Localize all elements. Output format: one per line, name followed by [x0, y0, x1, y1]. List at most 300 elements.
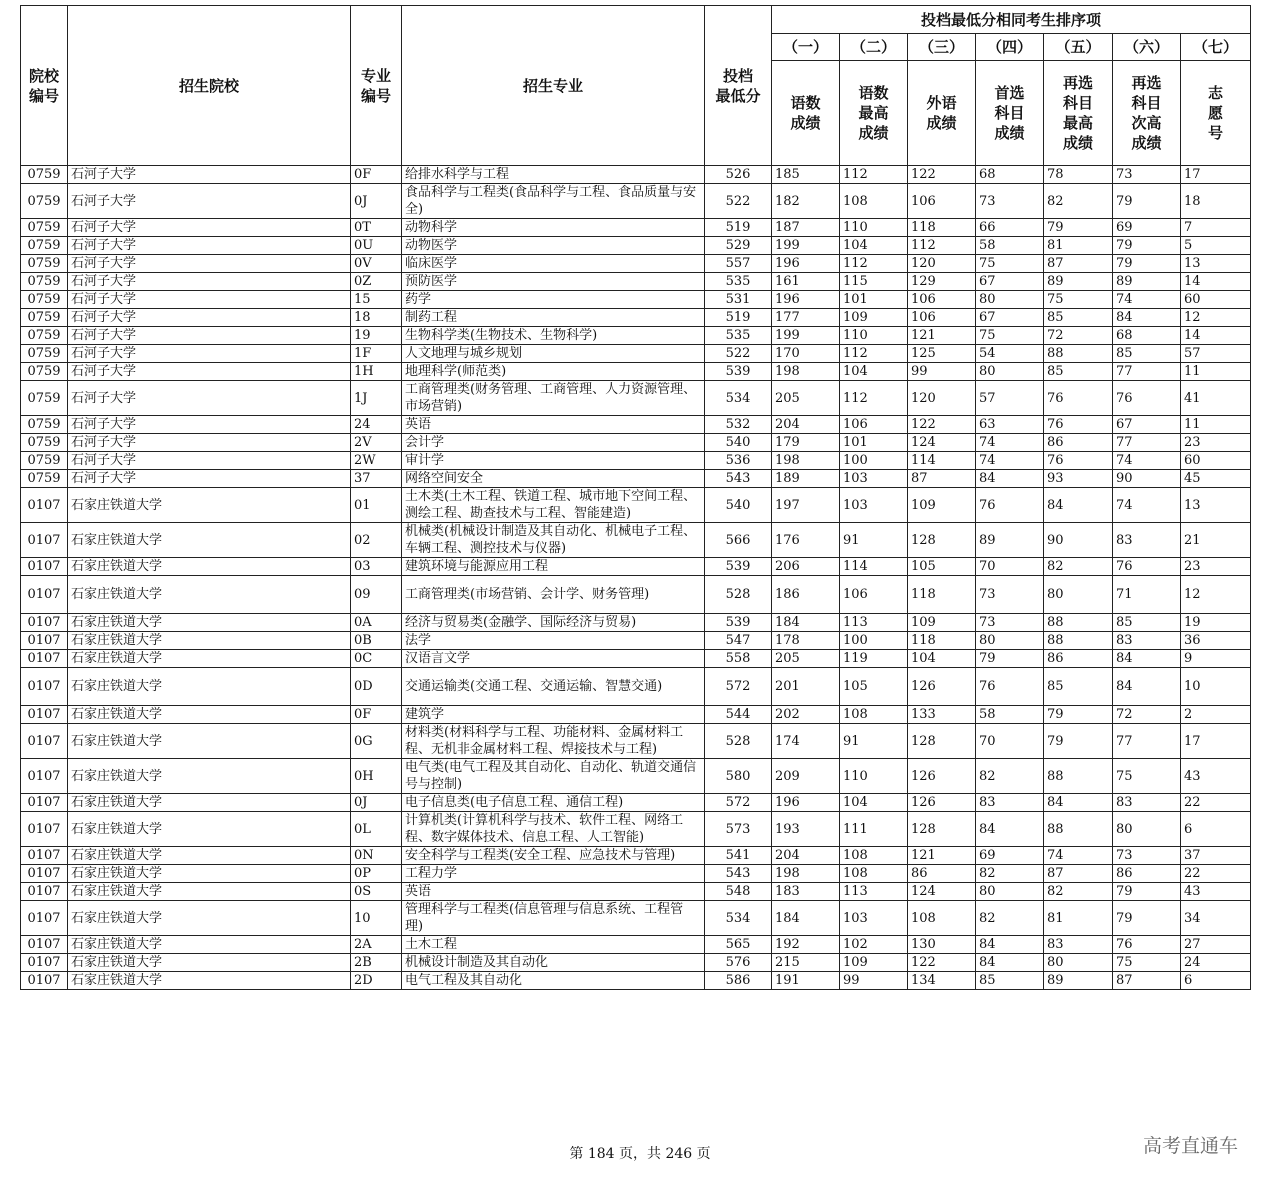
cell-elective-second: 74: [1113, 488, 1181, 523]
cell-major-name: 英语: [402, 416, 705, 434]
cell-major-code: 10: [351, 901, 402, 936]
cell-preference-no: 24: [1181, 954, 1251, 972]
cell-min-score: 534: [705, 901, 772, 936]
cell-major-name: 给排水科学与工程: [402, 166, 705, 184]
cell-first-subject: 89: [976, 523, 1044, 558]
cell-school-code: 0107: [21, 901, 68, 936]
cell-elective-max: 82: [1044, 883, 1113, 901]
cell-first-subject: 69: [976, 847, 1044, 865]
table-row: [21, 237, 1251, 255]
cell-preference-no: 14: [1181, 327, 1251, 345]
cell-chinese-math-max: 111: [840, 812, 908, 847]
cell-major-name: 人文地理与城乡规划: [402, 345, 705, 363]
cell-school-name: 石家庄铁道大学: [68, 576, 351, 614]
cell-school-code: 0759: [21, 184, 68, 219]
cell-elective-second: 79: [1113, 237, 1181, 255]
cell-chinese-math: 205: [772, 650, 840, 668]
cell-chinese-math-max: 112: [840, 166, 908, 184]
cell-elective-max: 86: [1044, 650, 1113, 668]
cell-major-name: 审计学: [402, 452, 705, 470]
cell-first-subject: 75: [976, 255, 1044, 273]
cell-school-name: 石河子大学: [68, 291, 351, 309]
cell-major-name: 经济与贸易类(金融学、国际经济与贸易): [402, 614, 705, 632]
cell-min-score: 528: [705, 576, 772, 614]
cell-school-code: 0107: [21, 972, 68, 990]
cell-elective-second: 79: [1113, 883, 1181, 901]
cell-preference-no: 17: [1181, 724, 1251, 759]
cell-preference-no: 2: [1181, 706, 1251, 724]
cell-chinese-math: 215: [772, 954, 840, 972]
cell-min-score: 565: [705, 936, 772, 954]
cell-min-score: 540: [705, 488, 772, 523]
table-row: [21, 954, 1251, 972]
cell-min-score: 558: [705, 650, 772, 668]
cell-foreign-language: 118: [908, 576, 976, 614]
cell-major-name: 食品科学与工程类(食品科学与工程、食品质量与安全): [402, 184, 705, 219]
cell-chinese-math-max: 103: [840, 901, 908, 936]
table-row: [21, 291, 1251, 309]
cell-school-code: 0107: [21, 668, 68, 706]
cell-school-code: 0107: [21, 936, 68, 954]
cell-chinese-math: 191: [772, 972, 840, 990]
cell-elective-second: 79: [1113, 184, 1181, 219]
cell-foreign-language: 126: [908, 668, 976, 706]
cell-major-code: 0D: [351, 668, 402, 706]
cell-min-score: 531: [705, 291, 772, 309]
cell-min-score: 539: [705, 363, 772, 381]
cell-major-code: 19: [351, 327, 402, 345]
cell-major-name: 动物科学: [402, 219, 705, 237]
cell-major-code: 24: [351, 416, 402, 434]
cell-major-code: 02: [351, 523, 402, 558]
cell-chinese-math-max: 106: [840, 576, 908, 614]
cell-major-code: 0Z: [351, 273, 402, 291]
cell-major-name: 会计学: [402, 434, 705, 452]
cell-chinese-math: 196: [772, 255, 840, 273]
cell-school-name: 石家庄铁道大学: [68, 954, 351, 972]
table-row: [21, 381, 1251, 416]
cell-school-code: 0759: [21, 434, 68, 452]
admission-score-table: [20, 5, 1251, 990]
cell-chinese-math: 192: [772, 936, 840, 954]
cell-school-name: 石家庄铁道大学: [68, 706, 351, 724]
cell-foreign-language: 128: [908, 812, 976, 847]
cell-major-name: 电气工程及其自动化: [402, 972, 705, 990]
cell-school-name: 石家庄铁道大学: [68, 901, 351, 936]
cell-min-score: 541: [705, 847, 772, 865]
page-footer: 第 184 页，共 246 页: [569, 1146, 711, 1162]
table-row: [21, 523, 1251, 558]
cell-foreign-language: 108: [908, 901, 976, 936]
cell-preference-no: 60: [1181, 291, 1251, 309]
cell-foreign-language: 114: [908, 452, 976, 470]
cell-first-subject: 79: [976, 650, 1044, 668]
table-row: [21, 847, 1251, 865]
header-item-elective-second: 再选 科目 次高 成绩: [1113, 61, 1181, 166]
cell-min-score: 535: [705, 327, 772, 345]
cell-chinese-math-max: 100: [840, 452, 908, 470]
cell-major-code: 2V: [351, 434, 402, 452]
cell-school-code: 0107: [21, 812, 68, 847]
cell-elective-max: 88: [1044, 345, 1113, 363]
cell-chinese-math: 198: [772, 452, 840, 470]
cell-min-score: 557: [705, 255, 772, 273]
header-min-score: 投档 最低分: [705, 6, 772, 166]
cell-min-score: 548: [705, 883, 772, 901]
watermark: 高考直通车: [1143, 1135, 1239, 1157]
cell-first-subject: 84: [976, 936, 1044, 954]
cell-major-code: 09: [351, 576, 402, 614]
cell-chinese-math-max: 100: [840, 632, 908, 650]
cell-major-code: 0U: [351, 237, 402, 255]
cell-elective-max: 81: [1044, 237, 1113, 255]
cell-first-subject: 82: [976, 901, 1044, 936]
cell-chinese-math-max: 113: [840, 614, 908, 632]
cell-chinese-math-max: 113: [840, 883, 908, 901]
cell-major-code: 0J: [351, 794, 402, 812]
cell-first-subject: 68: [976, 166, 1044, 184]
cell-first-subject: 70: [976, 724, 1044, 759]
header-tie-group: 投档最低分相同考生排序项: [772, 6, 1251, 34]
cell-school-name: 石河子大学: [68, 470, 351, 488]
cell-school-name: 石河子大学: [68, 452, 351, 470]
cell-first-subject: 58: [976, 706, 1044, 724]
cell-elective-second: 89: [1113, 273, 1181, 291]
cell-first-subject: 57: [976, 381, 1044, 416]
cell-min-score: 540: [705, 434, 772, 452]
cell-major-name: 电子信息类(电子信息工程、通信工程): [402, 794, 705, 812]
cell-min-score: 532: [705, 416, 772, 434]
cell-school-code: 0759: [21, 416, 68, 434]
cell-elective-second: 90: [1113, 470, 1181, 488]
cell-chinese-math-max: 114: [840, 558, 908, 576]
cell-preference-no: 12: [1181, 309, 1251, 327]
cell-school-name: 石河子大学: [68, 381, 351, 416]
cell-chinese-math: 174: [772, 724, 840, 759]
cell-school-name: 石家庄铁道大学: [68, 936, 351, 954]
cell-school-name: 石河子大学: [68, 345, 351, 363]
cell-school-code: 0107: [21, 759, 68, 794]
cell-preference-no: 13: [1181, 488, 1251, 523]
cell-school-code: 0759: [21, 166, 68, 184]
cell-preference-no: 36: [1181, 632, 1251, 650]
cell-school-name: 石家庄铁道大学: [68, 632, 351, 650]
cell-chinese-math-max: 104: [840, 794, 908, 812]
cell-school-name: 石家庄铁道大学: [68, 972, 351, 990]
table-header: [21, 6, 1251, 166]
cell-major-code: 0C: [351, 650, 402, 668]
cell-chinese-math: 197: [772, 488, 840, 523]
cell-major-code: 0G: [351, 724, 402, 759]
cell-elective-max: 87: [1044, 865, 1113, 883]
cell-elective-second: 71: [1113, 576, 1181, 614]
cell-major-code: 2W: [351, 452, 402, 470]
cell-school-code: 0107: [21, 954, 68, 972]
cell-elective-second: 84: [1113, 650, 1181, 668]
cell-first-subject: 80: [976, 632, 1044, 650]
cell-chinese-math-max: 102: [840, 936, 908, 954]
cell-major-name: 制药工程: [402, 309, 705, 327]
cell-major-name: 计算机类(计算机科学与技术、软件工程、网络工程、数字媒体技术、信息工程、人工智能): [402, 812, 705, 847]
cell-school-name: 石家庄铁道大学: [68, 865, 351, 883]
cell-school-code: 0107: [21, 488, 68, 523]
cell-elective-second: 84: [1113, 668, 1181, 706]
cell-elective-max: 87: [1044, 255, 1113, 273]
cell-major-code: 0V: [351, 255, 402, 273]
cell-major-name: 生物科学类(生物技术、生物科学): [402, 327, 705, 345]
cell-elective-max: 85: [1044, 363, 1113, 381]
cell-major-code: 0A: [351, 614, 402, 632]
cell-elective-max: 79: [1044, 706, 1113, 724]
cell-school-code: 0759: [21, 470, 68, 488]
table-row: [21, 488, 1251, 523]
cell-major-code: 0T: [351, 219, 402, 237]
cell-major-code: 01: [351, 488, 402, 523]
cell-elective-max: 85: [1044, 668, 1113, 706]
cell-chinese-math-max: 106: [840, 416, 908, 434]
cell-foreign-language: 124: [908, 883, 976, 901]
cell-chinese-math-max: 104: [840, 237, 908, 255]
cell-school-code: 0759: [21, 291, 68, 309]
cell-school-code: 0107: [21, 794, 68, 812]
cell-elective-max: 84: [1044, 488, 1113, 523]
cell-min-score: 586: [705, 972, 772, 990]
cell-chinese-math-max: 103: [840, 488, 908, 523]
table-row: [21, 794, 1251, 812]
cell-foreign-language: 105: [908, 558, 976, 576]
cell-elective-max: 89: [1044, 273, 1113, 291]
cell-first-subject: 73: [976, 614, 1044, 632]
cell-elective-second: 84: [1113, 309, 1181, 327]
cell-first-subject: 82: [976, 865, 1044, 883]
cell-chinese-math: 205: [772, 381, 840, 416]
cell-school-code: 0107: [21, 865, 68, 883]
cell-first-subject: 73: [976, 184, 1044, 219]
cell-elective-max: 74: [1044, 847, 1113, 865]
cell-school-code: 0759: [21, 237, 68, 255]
cell-foreign-language: 120: [908, 381, 976, 416]
header-seq-1: （一）: [772, 34, 840, 61]
cell-min-score: 539: [705, 614, 772, 632]
cell-major-name: 安全科学与工程类(安全工程、应急技术与管理): [402, 847, 705, 865]
cell-elective-second: 77: [1113, 724, 1181, 759]
cell-min-score: 566: [705, 523, 772, 558]
cell-foreign-language: 134: [908, 972, 976, 990]
cell-preference-no: 57: [1181, 345, 1251, 363]
cell-school-code: 0107: [21, 523, 68, 558]
cell-preference-no: 45: [1181, 470, 1251, 488]
cell-chinese-math: 209: [772, 759, 840, 794]
cell-elective-max: 88: [1044, 759, 1113, 794]
table-row: [21, 255, 1251, 273]
cell-min-score: 534: [705, 381, 772, 416]
cell-major-name: 土木类(土木工程、铁道工程、城市地下空间工程、测绘工程、勘查技术与工程、智能建造): [402, 488, 705, 523]
cell-school-name: 石河子大学: [68, 363, 351, 381]
cell-chinese-math: 187: [772, 219, 840, 237]
cell-major-code: 37: [351, 470, 402, 488]
cell-major-name: 预防医学: [402, 273, 705, 291]
cell-preference-no: 11: [1181, 416, 1251, 434]
cell-major-code: 0F: [351, 166, 402, 184]
header-school-name: 招生院校: [68, 6, 351, 166]
cell-school-name: 石家庄铁道大学: [68, 847, 351, 865]
cell-school-code: 0759: [21, 273, 68, 291]
cell-chinese-math: 185: [772, 166, 840, 184]
header-seq-4: （四）: [976, 34, 1044, 61]
header-seq-6: （六）: [1113, 34, 1181, 61]
cell-elective-second: 77: [1113, 363, 1181, 381]
cell-elective-second: 76: [1113, 936, 1181, 954]
cell-min-score: 528: [705, 724, 772, 759]
cell-first-subject: 80: [976, 291, 1044, 309]
table-row: [21, 972, 1251, 990]
cell-elective-second: 80: [1113, 812, 1181, 847]
cell-chinese-math: 178: [772, 632, 840, 650]
cell-min-score: 536: [705, 452, 772, 470]
cell-school-name: 石家庄铁道大学: [68, 724, 351, 759]
cell-chinese-math-max: 109: [840, 954, 908, 972]
table-row: [21, 759, 1251, 794]
cell-first-subject: 67: [976, 273, 1044, 291]
cell-chinese-math: 184: [772, 614, 840, 632]
cell-school-name: 石河子大学: [68, 416, 351, 434]
cell-preference-no: 21: [1181, 523, 1251, 558]
cell-major-code: 2A: [351, 936, 402, 954]
cell-elective-second: 83: [1113, 632, 1181, 650]
cell-min-score: 547: [705, 632, 772, 650]
cell-min-score: 576: [705, 954, 772, 972]
cell-major-name: 动物医学: [402, 237, 705, 255]
cell-elective-max: 90: [1044, 523, 1113, 558]
cell-first-subject: 75: [976, 327, 1044, 345]
cell-elective-max: 72: [1044, 327, 1113, 345]
cell-major-code: 2D: [351, 972, 402, 990]
cell-elective-second: 74: [1113, 291, 1181, 309]
cell-chinese-math-max: 91: [840, 523, 908, 558]
cell-chinese-math: 170: [772, 345, 840, 363]
table-row: [21, 936, 1251, 954]
cell-elective-max: 76: [1044, 416, 1113, 434]
cell-chinese-math-max: 112: [840, 381, 908, 416]
cell-school-name: 石河子大学: [68, 434, 351, 452]
cell-chinese-math: 177: [772, 309, 840, 327]
cell-elective-second: 74: [1113, 452, 1181, 470]
cell-major-code: 15: [351, 291, 402, 309]
cell-elective-second: 73: [1113, 847, 1181, 865]
cell-min-score: 543: [705, 865, 772, 883]
cell-elective-max: 84: [1044, 794, 1113, 812]
cell-foreign-language: 109: [908, 614, 976, 632]
table-row: [21, 452, 1251, 470]
cell-preference-no: 41: [1181, 381, 1251, 416]
cell-elective-max: 86: [1044, 434, 1113, 452]
header-seq-3: （三）: [908, 34, 976, 61]
table-row: [21, 470, 1251, 488]
cell-major-name: 工商管理类(市场营销、会计学、财务管理): [402, 576, 705, 614]
header-school-code: 院校 编号: [21, 6, 68, 166]
cell-elective-second: 68: [1113, 327, 1181, 345]
cell-school-name: 石河子大学: [68, 309, 351, 327]
cell-foreign-language: 122: [908, 416, 976, 434]
cell-school-code: 0759: [21, 345, 68, 363]
cell-foreign-language: 129: [908, 273, 976, 291]
cell-foreign-language: 120: [908, 255, 976, 273]
cell-first-subject: 66: [976, 219, 1044, 237]
cell-preference-no: 6: [1181, 812, 1251, 847]
cell-preference-no: 27: [1181, 936, 1251, 954]
cell-major-name: 材料类(材料科学与工程、功能材料、金属材料工程、无机非金属材料工程、焊接技术与工程): [402, 724, 705, 759]
cell-chinese-math-max: 119: [840, 650, 908, 668]
cell-school-name: 石河子大学: [68, 255, 351, 273]
cell-preference-no: 19: [1181, 614, 1251, 632]
cell-min-score: 544: [705, 706, 772, 724]
cell-major-name: 管理科学与工程类(信息管理与信息系统、工程管理): [402, 901, 705, 936]
cell-preference-no: 13: [1181, 255, 1251, 273]
cell-elective-second: 72: [1113, 706, 1181, 724]
cell-first-subject: 85: [976, 972, 1044, 990]
header-major-name: 招生专业: [402, 6, 705, 166]
cell-preference-no: 43: [1181, 883, 1251, 901]
cell-first-subject: 76: [976, 488, 1044, 523]
cell-school-code: 0107: [21, 847, 68, 865]
cell-foreign-language: 87: [908, 470, 976, 488]
cell-min-score: 573: [705, 812, 772, 847]
cell-school-code: 0107: [21, 724, 68, 759]
cell-elective-second: 75: [1113, 759, 1181, 794]
cell-min-score: 519: [705, 309, 772, 327]
cell-major-name: 药学: [402, 291, 705, 309]
cell-elective-max: 93: [1044, 470, 1113, 488]
cell-foreign-language: 126: [908, 759, 976, 794]
cell-chinese-math-max: 99: [840, 972, 908, 990]
cell-foreign-language: 118: [908, 219, 976, 237]
cell-chinese-math: 199: [772, 237, 840, 255]
table-body: [21, 166, 1251, 990]
cell-school-name: 石河子大学: [68, 327, 351, 345]
cell-foreign-language: 106: [908, 184, 976, 219]
table-row: [21, 184, 1251, 219]
cell-elective-max: 79: [1044, 724, 1113, 759]
header-item-first-subject: 首选 科目 成绩: [976, 61, 1044, 166]
cell-major-name: 建筑学: [402, 706, 705, 724]
cell-foreign-language: 122: [908, 954, 976, 972]
header-seq-2: （二）: [840, 34, 908, 61]
cell-chinese-math: 199: [772, 327, 840, 345]
cell-foreign-language: 112: [908, 237, 976, 255]
cell-elective-second: 79: [1113, 255, 1181, 273]
cell-min-score: 539: [705, 558, 772, 576]
cell-chinese-math: 193: [772, 812, 840, 847]
table-row: [21, 865, 1251, 883]
cell-preference-no: 9: [1181, 650, 1251, 668]
cell-major-code: 1H: [351, 363, 402, 381]
cell-foreign-language: 130: [908, 936, 976, 954]
cell-elective-max: 81: [1044, 901, 1113, 936]
cell-major-code: 1J: [351, 381, 402, 416]
cell-chinese-math: 183: [772, 883, 840, 901]
cell-school-code: 0759: [21, 452, 68, 470]
cell-school-code: 0107: [21, 883, 68, 901]
cell-school-name: 石河子大学: [68, 166, 351, 184]
cell-foreign-language: 99: [908, 363, 976, 381]
cell-elective-second: 83: [1113, 523, 1181, 558]
cell-school-code: 0759: [21, 327, 68, 345]
header-item-foreign-language: 外语 成绩: [908, 61, 976, 166]
cell-chinese-math: 202: [772, 706, 840, 724]
cell-elective-max: 79: [1044, 219, 1113, 237]
cell-elective-second: 67: [1113, 416, 1181, 434]
cell-foreign-language: 86: [908, 865, 976, 883]
